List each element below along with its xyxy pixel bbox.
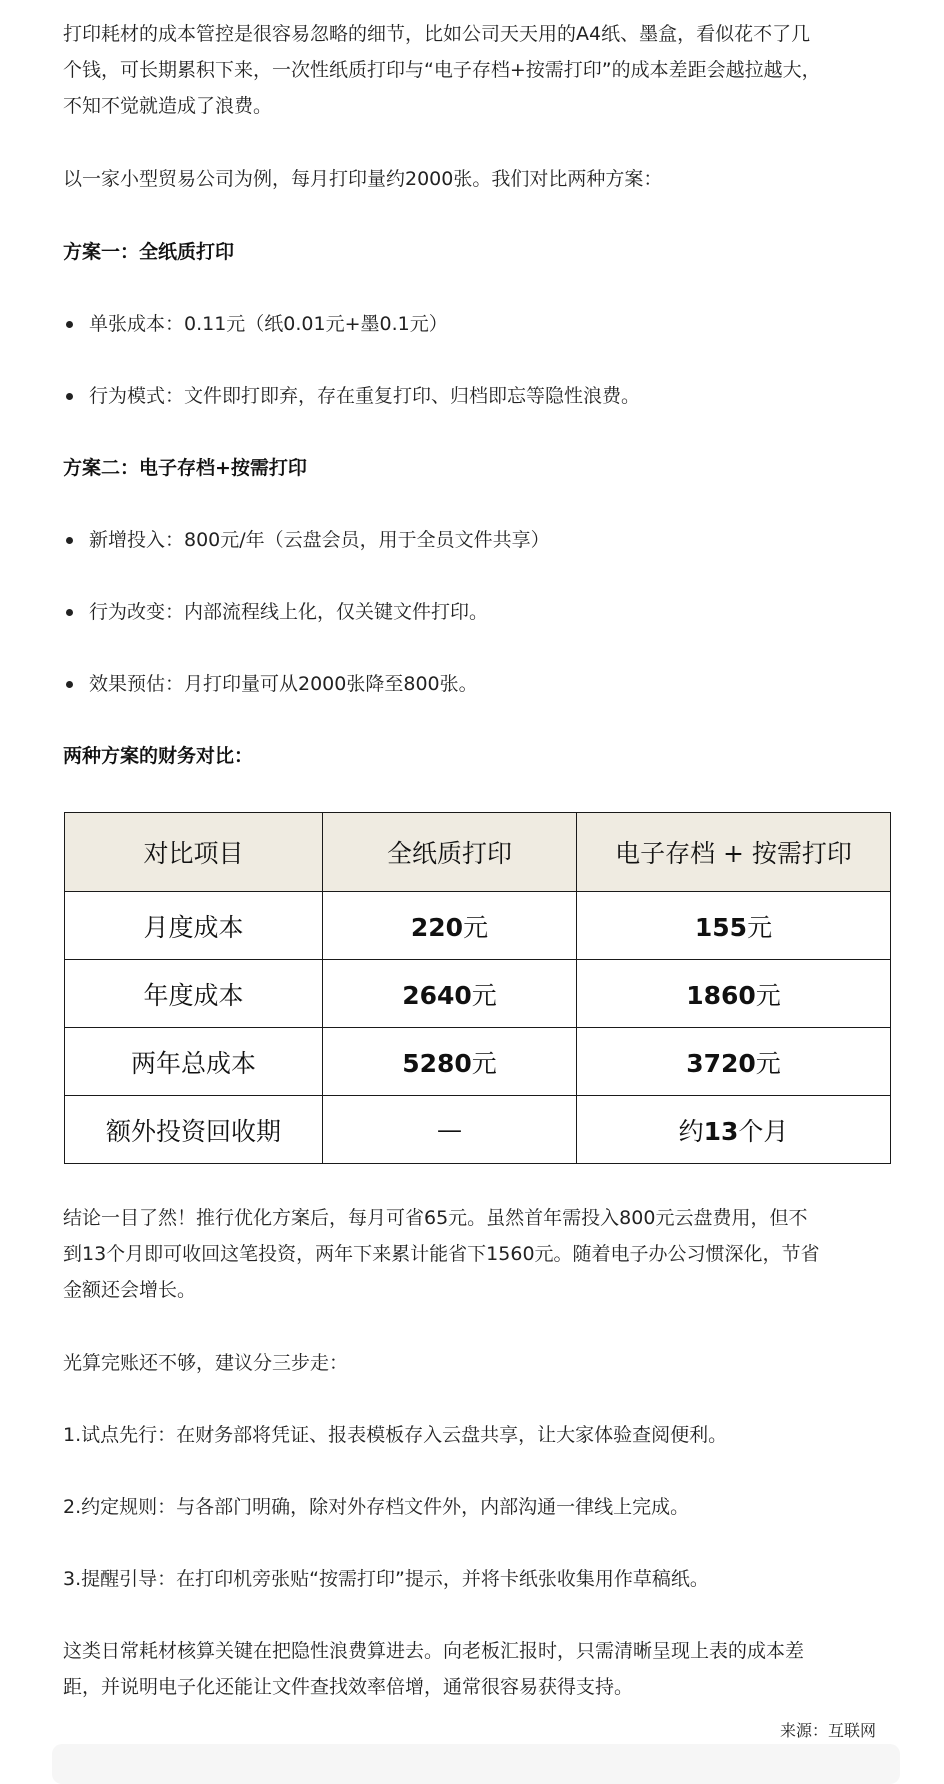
bullet-dot: [66, 609, 73, 616]
table-row-label: 月度成本: [65, 892, 323, 960]
cell-number: 1860: [686, 980, 756, 1010]
cell-prefix: 约: [678, 1116, 704, 1146]
plan1-bullet-text: 单张成本：0.11元（纸0.01元+墨0.1元）: [89, 313, 448, 335]
source-attribution: 来源：互联网: [780, 1721, 877, 1740]
table-cell-paper: [323, 1028, 577, 1096]
cell-unit: 元: [755, 980, 781, 1010]
table-cell-paper: [323, 1096, 577, 1164]
cell-unit: 元: [755, 1048, 781, 1078]
intro-line-3: 不知不觉就造成了浪费。: [63, 95, 273, 117]
table-row: [65, 892, 891, 960]
plan1-heading: 方案一：全纸质打印: [63, 241, 235, 263]
cell-unit: 元: [747, 912, 773, 942]
cell-number: 3720: [686, 1048, 756, 1078]
table-header-row: [65, 813, 891, 892]
cell-number: 2640: [402, 980, 472, 1010]
plan2-bullet-text: 新增投入：800元/年（云盘会员，用于全员文件共享）: [89, 529, 550, 551]
plan1-bullet: [63, 306, 448, 342]
table-row: [65, 1028, 891, 1096]
table-row-label: 年度成本: [65, 960, 323, 1028]
table-header-cell: 电子存档 + 按需打印: [577, 813, 891, 892]
step-item: 2.约定规则：与各部门明确，除对外存档文件外，内部沟通一律线上完成。: [63, 1496, 690, 1518]
plan2-bullet: [63, 522, 550, 558]
table-cell-paper: [323, 960, 577, 1028]
closing-line-2: 距，并说明电子化还能让文件查找效率倍增，通常很容易获得支持。: [63, 1676, 634, 1698]
plan1-bullet-text: 行为模式：文件即打即弃，存在重复打印、归档即忘等隐性浪费。: [89, 385, 641, 407]
table-header-cell: 对比项目: [65, 813, 323, 892]
closing-line-1: 这类日常耗材核算关键在把隐性浪费算进去。向老板汇报时，只需清晰呈现上表的成本差: [63, 1640, 805, 1662]
table-cell-digital: [577, 892, 891, 960]
conclusion-line-2: 到13个月即可收回这笔投资，两年下来累计能省下1560元。随着电子办公习惯深化，节省: [63, 1243, 820, 1265]
cell-number: 13: [703, 1116, 739, 1146]
table-cell-digital: [577, 960, 891, 1028]
intro-line-2: 个钱，可长期累积下来，一次性纸质打印与“电子存档+按需打印”的成本差距会越拉越大，: [63, 59, 821, 81]
bullet-dot: [66, 537, 73, 544]
bottom-card-edge: [52, 1744, 900, 1784]
cell-number: 155: [694, 912, 748, 942]
cell-unit: —: [437, 1115, 462, 1144]
bullet-dot: [66, 393, 73, 400]
cell-unit: 元: [463, 912, 489, 942]
plan2-bullet-text: 行为改变：内部流程线上化，仅关键文件打印。: [89, 601, 489, 623]
bullet-dot: [66, 681, 73, 688]
cell-number: 5280: [402, 1048, 472, 1078]
cell-unit: 个月: [738, 1116, 789, 1146]
cost-comparison-table-wrap: [64, 812, 890, 1164]
intro-line-1: 打印耗材的成本管控是很容易忽略的细节，比如公司天天用的A4纸、墨盒，看似花不了几: [63, 23, 811, 45]
bullet-dot: [66, 321, 73, 328]
conclusion-line-1: 结论一目了然！推行优化方案后，每月可省65元。虽然首年需投入800元云盘费用，但不: [63, 1207, 808, 1229]
table-row: [65, 960, 891, 1028]
table-cell-paper: [323, 892, 577, 960]
step-item: 3.提醒引导：在打印机旁张贴“按需打印”提示，并将卡纸张收集用作草稿纸。: [63, 1568, 709, 1590]
compare-heading: 两种方案的财务对比：: [63, 745, 254, 767]
table-row: [65, 1096, 891, 1164]
cell-unit: 元: [471, 980, 497, 1010]
conclusion-line-3: 金额还会增长。: [63, 1279, 197, 1301]
plan2-bullet-text: 效果预估：月打印量可从2000张降至800张。: [89, 673, 478, 695]
step-item: 1.试点先行：在财务部将凭证、报表模板存入云盘共享，让大家体验查阅便利。: [63, 1424, 728, 1446]
steps-intro: 光算完账还不够，建议分三步走：: [63, 1352, 349, 1374]
plan2-bullet: [63, 594, 488, 630]
table-row-label: 额外投资回收期: [65, 1096, 323, 1164]
table-cell-digital: [577, 1096, 891, 1164]
table-cell-digital: [577, 1028, 891, 1096]
cost-comparison-table: [64, 812, 891, 1164]
example-paragraph: 以一家小型贸易公司为例，每月打印量约2000张。我们对比两种方案：: [63, 168, 663, 190]
cell-unit: 元: [471, 1048, 497, 1078]
table-row-label: 两年总成本: [65, 1028, 323, 1096]
table-header-cell: 全纸质打印: [323, 813, 577, 892]
plan2-bullet: [63, 666, 478, 702]
plan2-heading: 方案二：电子存档+按需打印: [63, 457, 307, 479]
plan1-bullet: [63, 378, 640, 414]
cell-number: 220: [410, 912, 464, 942]
